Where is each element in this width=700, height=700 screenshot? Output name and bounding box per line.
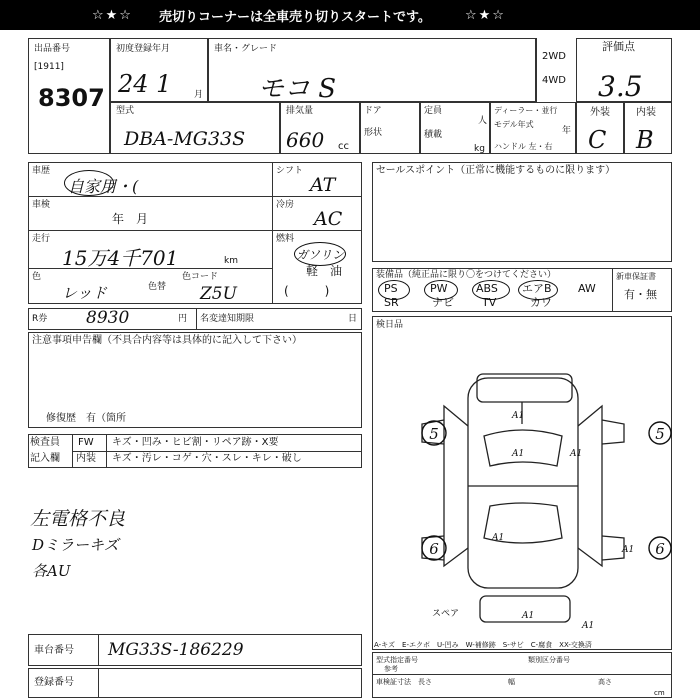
equip-pw: PW bbox=[430, 282, 448, 295]
color-code-value: Z5U bbox=[200, 284, 237, 304]
equip-ps: PS bbox=[384, 282, 398, 295]
history-label: 車歴 bbox=[32, 166, 51, 176]
lot-code: [1911] bbox=[34, 62, 64, 72]
door-label: ドア bbox=[364, 106, 382, 116]
stars-left: ☆★☆ bbox=[92, 7, 133, 23]
auction-sheet bbox=[28, 34, 672, 698]
repair-label: 修復歴 有（箇所 bbox=[46, 413, 126, 424]
year-unit: 年 bbox=[562, 126, 572, 136]
capacity-label: 定員 bbox=[424, 106, 443, 116]
color-change-label: 色替 bbox=[148, 282, 167, 292]
color-label: 色 bbox=[32, 272, 42, 282]
diagram-mark-7: A1 bbox=[582, 621, 595, 631]
diagram-number-2: 5 bbox=[655, 425, 665, 443]
diagram-mark-3: A1 bbox=[570, 449, 583, 459]
transfer-label: 名変達知期限 bbox=[200, 314, 255, 324]
br-length: 長さ bbox=[418, 678, 432, 686]
history-circle bbox=[64, 170, 114, 196]
banner bbox=[0, 0, 700, 30]
equip-navi: ナビ bbox=[432, 296, 454, 309]
br-cm: cm bbox=[654, 689, 665, 697]
chassis-value: MG33S-186229 bbox=[108, 640, 244, 660]
equipment-label: 装備品（純正品に限り〇をつけてください） bbox=[376, 270, 557, 280]
model-label: 型式 bbox=[116, 106, 135, 116]
note-line-3: 各AU bbox=[32, 562, 71, 580]
inspection-label: 車検 bbox=[32, 200, 51, 210]
car-diagram bbox=[372, 316, 672, 650]
equip-sr: SR bbox=[384, 296, 399, 309]
first-reg-label: 初度登録年月 bbox=[116, 44, 171, 54]
fuel-diesel: 軽 油 bbox=[306, 264, 343, 278]
br-class-no: 類別区分番号 bbox=[528, 656, 570, 664]
lot-label: 出品番号 bbox=[34, 44, 71, 54]
diagram-mark-1: A1 bbox=[512, 411, 525, 421]
drive-2wd: 2WD bbox=[542, 51, 566, 62]
warranty-value: 有・無 bbox=[624, 288, 657, 301]
banner-text: 売切りコーナーは全車売り切りスタートです。 bbox=[158, 9, 431, 25]
br-ref-1: 参考 bbox=[384, 665, 398, 673]
br-height: 高さ bbox=[598, 678, 612, 686]
sales-point-box bbox=[372, 162, 672, 262]
month-unit: 月 bbox=[194, 90, 204, 100]
yen-unit: 円 bbox=[178, 314, 188, 324]
first-reg-value: 24 1 bbox=[118, 70, 172, 98]
handle-label: ハンドル 左・右 bbox=[494, 142, 553, 151]
car-name-label: 車名・グレード bbox=[214, 44, 278, 54]
note-line-1: 左電格不良 bbox=[30, 508, 126, 530]
diagram-number-1: 5 bbox=[429, 425, 439, 443]
diagram-mark-2: A1 bbox=[512, 449, 525, 459]
diagram-mark-5: A1 bbox=[622, 545, 635, 555]
registration-label: 登録番号 bbox=[34, 677, 74, 688]
color-value: レッド bbox=[62, 284, 107, 302]
equip-abs: ABS bbox=[476, 282, 498, 295]
br-size: 車検証寸法 bbox=[376, 678, 411, 686]
history-value: 自家用・( bbox=[68, 177, 139, 196]
interior-label: 内装 bbox=[636, 107, 656, 118]
spare-label: スペア bbox=[432, 609, 460, 619]
fuel-value: ガソリン bbox=[296, 248, 345, 262]
diagram-number-3: 6 bbox=[429, 540, 439, 558]
fuel-label: 燃料 bbox=[276, 234, 295, 244]
displacement-value: 660 bbox=[286, 128, 325, 152]
registration-box bbox=[28, 668, 362, 698]
load-label: 積載 bbox=[424, 130, 443, 140]
equip-leather: カワ bbox=[530, 296, 552, 309]
model-year-label: モデル年式 bbox=[494, 120, 534, 129]
rear-label: 検日品 bbox=[376, 320, 404, 330]
shape-label: 形状 bbox=[364, 128, 383, 138]
shift-value: AT bbox=[310, 174, 336, 196]
inspector-fw-items: キズ・凹み・ヒビ割・リペア跡・X要 bbox=[112, 437, 279, 448]
mileage-value: 15万4千701 bbox=[62, 246, 179, 270]
inspection-value: 年 月 bbox=[112, 212, 149, 226]
sales-point-label: セールスポイント（正常に機能するものに限ります） bbox=[376, 165, 616, 176]
warranty-label: 新車保証書 bbox=[616, 272, 656, 281]
exterior-label: 外装 bbox=[590, 107, 610, 118]
inspector-interior: 内装 bbox=[76, 453, 96, 464]
transfer-value: 日 bbox=[348, 314, 358, 324]
load-unit: kg bbox=[474, 144, 485, 154]
mileage-label: 走行 bbox=[32, 234, 51, 244]
recycle-value: 8930 bbox=[86, 308, 130, 328]
lot-number: 8307 bbox=[38, 84, 105, 112]
equip-tv: TV bbox=[482, 296, 497, 309]
km-unit: km bbox=[224, 256, 238, 266]
shift-label: シフト bbox=[276, 166, 304, 176]
br-type-no: 型式指定番号 bbox=[376, 656, 418, 664]
interior-value: B bbox=[636, 126, 654, 154]
ac-value: AC bbox=[314, 208, 343, 230]
capacity-unit: 人 bbox=[478, 116, 488, 126]
inspector-interior-items: キズ・汚レ・コゲ・穴・スレ・キレ・破し bbox=[112, 453, 302, 464]
ac-label: 冷房 bbox=[276, 200, 295, 210]
score-label: 評価点 bbox=[602, 40, 635, 53]
note-line-2: Dミラーキズ bbox=[32, 536, 119, 554]
equip-aw: AW bbox=[578, 282, 596, 295]
br-width: 幅 bbox=[508, 678, 515, 686]
exterior-value: C bbox=[588, 126, 607, 154]
recycle-box bbox=[28, 308, 362, 330]
inspector-label2: 記入欄 bbox=[30, 453, 60, 464]
chassis-label: 車台番号 bbox=[34, 645, 74, 656]
dealer-label: ディーラー・並行 bbox=[494, 106, 558, 115]
inspector-label1: 検査員 bbox=[30, 437, 60, 448]
cc-unit: cc bbox=[338, 141, 349, 152]
stars-right: ☆★☆ bbox=[464, 7, 506, 23]
color-code-label: 色コード bbox=[182, 272, 219, 282]
score-value: 3.5 bbox=[598, 70, 643, 103]
displacement-label: 排気量 bbox=[286, 106, 314, 116]
car-name-value: モコ S bbox=[258, 74, 337, 104]
diagram-legend: A-キズ E-エクボ U-凹み W-補修跡 S-サビ C-腐食 XX-交換済 bbox=[374, 641, 592, 649]
recycle-label: R券 bbox=[32, 314, 48, 324]
notes-label: 注意事項申告欄（不具合内容等は具体的に記入して下さい） bbox=[32, 335, 302, 346]
fuel-circle bbox=[294, 242, 346, 266]
drive-4wd: 4WD bbox=[542, 75, 566, 86]
diagram-mark-6: A1 bbox=[522, 611, 535, 621]
inspector-fw: FW bbox=[78, 437, 94, 448]
equip-airbag: エアB bbox=[522, 282, 552, 295]
diagram-mark-4: A1 bbox=[492, 533, 505, 543]
model-value: DBA-MG33S bbox=[124, 128, 246, 150]
diagram-number-4: 6 bbox=[655, 540, 665, 558]
fuel-paren: ( ) bbox=[284, 284, 330, 298]
